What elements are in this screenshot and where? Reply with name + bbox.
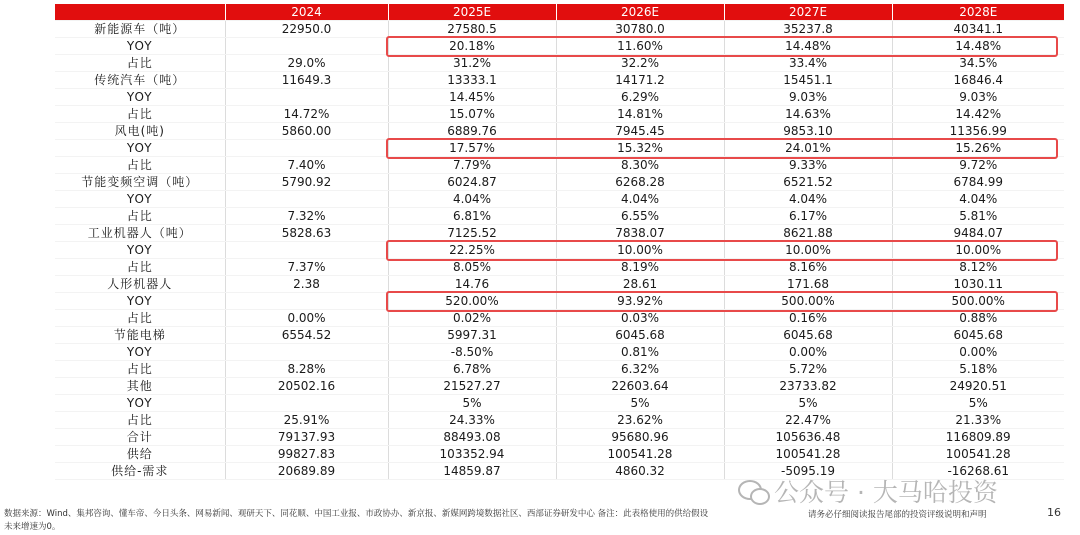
table-cell: -16268.61: [892, 463, 1064, 480]
table-cell: 31.2%: [388, 55, 556, 72]
table-cell: 14.48%: [724, 38, 892, 55]
table-cell: 0.03%: [556, 310, 724, 327]
table-cell: 88493.08: [388, 429, 556, 446]
table-cell: 4860.32: [556, 463, 724, 480]
table-cell: 28.61: [556, 276, 724, 293]
table-cell: 6.78%: [388, 361, 556, 378]
table-cell: 14.81%: [556, 106, 724, 123]
table-cell: 5828.63: [225, 225, 388, 242]
header-row: [55, 4, 1064, 21]
table-cell: [225, 89, 388, 106]
table-cell: 6024.87: [388, 174, 556, 191]
table-cell: 0.00%: [225, 310, 388, 327]
table-cell: 9.33%: [724, 157, 892, 174]
row-label: 人形机器人: [55, 276, 225, 293]
table-cell: 6.81%: [388, 208, 556, 225]
row-label: 风电(吨): [55, 123, 225, 140]
table-cell: 14.72%: [225, 106, 388, 123]
table-cell: 2.38: [225, 276, 388, 293]
table-cell: 4.04%: [388, 191, 556, 208]
table-row: [55, 327, 1064, 344]
table-cell: 520.00%: [388, 293, 556, 310]
table-cell: 24.33%: [388, 412, 556, 429]
table-row: [55, 412, 1064, 429]
table-cell: 7.40%: [225, 157, 388, 174]
table-cell: 14.76: [388, 276, 556, 293]
table-cell: 500.00%: [892, 293, 1064, 310]
table-cell: 7.32%: [225, 208, 388, 225]
table-cell: 22.25%: [388, 242, 556, 259]
row-label: YOY: [55, 344, 225, 361]
table-cell: [225, 38, 388, 55]
highlight-box: [386, 240, 1058, 261]
table-cell: 103352.94: [388, 446, 556, 463]
table-cell: 93.92%: [556, 293, 724, 310]
table-cell: 5%: [388, 395, 556, 412]
wechat-icon: [738, 478, 768, 504]
table-cell: 21.33%: [892, 412, 1064, 429]
table-cell: 20.18%: [388, 38, 556, 55]
table-cell: 4.04%: [724, 191, 892, 208]
row-label: 占比: [55, 208, 225, 225]
row-label: 其他: [55, 378, 225, 395]
table-cell: 22950.0: [225, 21, 388, 38]
table-cell: 4.04%: [556, 191, 724, 208]
table-row: [55, 174, 1064, 191]
table-cell: 15.32%: [556, 140, 724, 157]
table-cell: 16846.4: [892, 72, 1064, 89]
table-cell: 20502.16: [225, 378, 388, 395]
table-row: [55, 395, 1064, 412]
table-cell: 29.0%: [225, 55, 388, 72]
table-cell: 6.17%: [724, 208, 892, 225]
table-cell: 4.04%: [892, 191, 1064, 208]
table-cell: 40341.1: [892, 21, 1064, 38]
row-label: 占比: [55, 157, 225, 174]
table-cell: 15451.1: [724, 72, 892, 89]
table-cell: 35237.8: [724, 21, 892, 38]
table-row: [55, 429, 1064, 446]
table-row: [55, 208, 1064, 225]
table-cell: 11.60%: [556, 38, 724, 55]
table-cell: 5.72%: [724, 361, 892, 378]
table-cell: 14.63%: [724, 106, 892, 123]
table-cell: 6521.52: [724, 174, 892, 191]
table-cell: 14171.2: [556, 72, 724, 89]
table-cell: 6784.99: [892, 174, 1064, 191]
row-label: YOY: [55, 242, 225, 259]
table-cell: 6889.76: [388, 123, 556, 140]
table-cell: 7125.52: [388, 225, 556, 242]
table-row: [55, 378, 1064, 395]
header-cell-2024: 2024: [225, 4, 388, 21]
row-label: 供给-需求: [55, 463, 225, 480]
table-cell: -5095.19: [724, 463, 892, 480]
table-cell: 27580.5: [388, 21, 556, 38]
table-cell: 24920.51: [892, 378, 1064, 395]
table-row: [55, 157, 1064, 174]
table-cell: 14.42%: [892, 106, 1064, 123]
table-cell: 171.68: [724, 276, 892, 293]
row-label: 占比: [55, 361, 225, 378]
table-cell: 99827.83: [225, 446, 388, 463]
table-cell: 7838.07: [556, 225, 724, 242]
table-cell: 11356.99: [892, 123, 1064, 140]
table-cell: 105636.48: [724, 429, 892, 446]
disclaimer: 请务必仔细阅读报告尾部的投资评级说明和声明: [808, 510, 987, 520]
watermark-text: 公众号 · 大马哈投资: [774, 478, 998, 507]
table-cell: 6.55%: [556, 208, 724, 225]
table-cell: 100541.28: [556, 446, 724, 463]
table-cell: 30780.0: [556, 21, 724, 38]
table-cell: 9.72%: [892, 157, 1064, 174]
row-label: YOY: [55, 395, 225, 412]
row-label: 节能电梯: [55, 327, 225, 344]
table-row: [55, 21, 1064, 38]
table-row: [55, 72, 1064, 89]
row-label: YOY: [55, 38, 225, 55]
source-line: 未来增速为0。: [4, 522, 61, 532]
table-row: [55, 55, 1064, 72]
table-cell: 11649.3: [225, 72, 388, 89]
table-cell: 14859.87: [388, 463, 556, 480]
row-label: 合计: [55, 429, 225, 446]
table-cell: 22.47%: [724, 412, 892, 429]
table-cell: 20689.89: [225, 463, 388, 480]
table-cell: 5997.31: [388, 327, 556, 344]
table-cell: 24.01%: [724, 140, 892, 157]
header-cell-2027e: 2027E: [724, 4, 892, 21]
table-cell: 6.32%: [556, 361, 724, 378]
source-note: [4, 508, 708, 534]
table-cell: 8.19%: [556, 259, 724, 276]
table-cell: -8.50%: [388, 344, 556, 361]
table-cell: [225, 242, 388, 259]
table-cell: 95680.96: [556, 429, 724, 446]
table-cell: 5.18%: [892, 361, 1064, 378]
table-cell: 23733.82: [724, 378, 892, 395]
table-cell: 9.03%: [892, 89, 1064, 106]
table-row: [55, 191, 1064, 208]
row-label: 占比: [55, 310, 225, 327]
table-cell: 5%: [724, 395, 892, 412]
table-cell: 5%: [556, 395, 724, 412]
table-cell: [225, 293, 388, 310]
table-row: [55, 276, 1064, 293]
header-cell-2028e: 2028E: [892, 4, 1064, 21]
table-cell: 8.12%: [892, 259, 1064, 276]
table-cell: 5%: [892, 395, 1064, 412]
header-cell-2026e: 2026E: [556, 4, 724, 21]
table-row: [55, 361, 1064, 378]
table-cell: 8.05%: [388, 259, 556, 276]
table-cell: 10.00%: [892, 242, 1064, 259]
table-cell: 0.00%: [892, 344, 1064, 361]
header-cell: [55, 4, 225, 21]
table-row: [55, 89, 1064, 106]
table-row: [55, 446, 1064, 463]
table-cell: 0.02%: [388, 310, 556, 327]
highlight-box: [386, 36, 1058, 57]
table-cell: [225, 140, 388, 157]
table-cell: 17.57%: [388, 140, 556, 157]
table-cell: 0.16%: [724, 310, 892, 327]
table-cell: 7945.45: [556, 123, 724, 140]
source-line: 数据来源：Wind、集邦咨询、懂车帝、今日头条、网易新闻、观研天下、同花顺、中国工业报、市政协办、新京报、新媒网跨境数据社区、西部证券研发中心 备注：此表格使用的供给假设: [4, 509, 709, 519]
table-row: [55, 123, 1064, 140]
table-cell: 8.30%: [556, 157, 724, 174]
table-cell: 0.88%: [892, 310, 1064, 327]
highlight-box: [386, 291, 1058, 312]
table-cell: 10.00%: [556, 242, 724, 259]
table-cell: 34.5%: [892, 55, 1064, 72]
table-row: [55, 344, 1064, 361]
table-cell: 5.81%: [892, 208, 1064, 225]
table-cell: 13333.1: [388, 72, 556, 89]
table-cell: 8621.88: [724, 225, 892, 242]
table-cell: 22603.64: [556, 378, 724, 395]
row-label: YOY: [55, 140, 225, 157]
table-cell: 25.91%: [225, 412, 388, 429]
row-label: 供给: [55, 446, 225, 463]
table-cell: 9484.07: [892, 225, 1064, 242]
table-cell: 5860.00: [225, 123, 388, 140]
table-row: [55, 310, 1064, 327]
table-cell: 7.37%: [225, 259, 388, 276]
watermark: [738, 473, 998, 509]
row-label: 新能源车（吨）: [55, 21, 225, 38]
table-cell: [225, 344, 388, 361]
row-label: YOY: [55, 89, 225, 106]
table-cell: [225, 395, 388, 412]
table-cell: 7.79%: [388, 157, 556, 174]
table-cell: 6045.68: [892, 327, 1064, 344]
table-cell: 0.00%: [724, 344, 892, 361]
table-cell: 6045.68: [556, 327, 724, 344]
row-label: YOY: [55, 191, 225, 208]
table-cell: 0.81%: [556, 344, 724, 361]
row-label: 占比: [55, 106, 225, 123]
row-label: YOY: [55, 293, 225, 310]
row-label: 节能变频空调（吨）: [55, 174, 225, 191]
table-cell: 8.28%: [225, 361, 388, 378]
table-cell: 9.03%: [724, 89, 892, 106]
table-cell: 79137.93: [225, 429, 388, 446]
table-cell: 5790.92: [225, 174, 388, 191]
table-row: [55, 225, 1064, 242]
header-cell-2025e: 2025E: [388, 4, 556, 21]
table-cell: 6268.28: [556, 174, 724, 191]
table-row: [55, 106, 1064, 123]
highlight-box: [386, 138, 1058, 159]
page-number: 16: [1047, 506, 1061, 519]
table-cell: 6.29%: [556, 89, 724, 106]
table-cell: 15.26%: [892, 140, 1064, 157]
table-cell: 14.48%: [892, 38, 1064, 55]
table-cell: 33.4%: [724, 55, 892, 72]
table-cell: 9853.10: [724, 123, 892, 140]
table-cell: 21527.27: [388, 378, 556, 395]
table-cell: [225, 191, 388, 208]
table-cell: 116809.89: [892, 429, 1064, 446]
row-label: 工业机器人（吨）: [55, 225, 225, 242]
table-cell: 32.2%: [556, 55, 724, 72]
table-cell: 15.07%: [388, 106, 556, 123]
table-cell: 100541.28: [724, 446, 892, 463]
table-cell: 14.45%: [388, 89, 556, 106]
row-label: 占比: [55, 55, 225, 72]
row-label: 占比: [55, 259, 225, 276]
table-cell: 6045.68: [724, 327, 892, 344]
table-cell: 8.16%: [724, 259, 892, 276]
row-label: 占比: [55, 412, 225, 429]
table-cell: 6554.52: [225, 327, 388, 344]
table-cell: 23.62%: [556, 412, 724, 429]
table-cell: 500.00%: [724, 293, 892, 310]
row-label: 传统汽车（吨）: [55, 72, 225, 89]
table-row: [55, 259, 1064, 276]
table-cell: 1030.11: [892, 276, 1064, 293]
table-cell: 10.00%: [724, 242, 892, 259]
table-cell: 100541.28: [892, 446, 1064, 463]
